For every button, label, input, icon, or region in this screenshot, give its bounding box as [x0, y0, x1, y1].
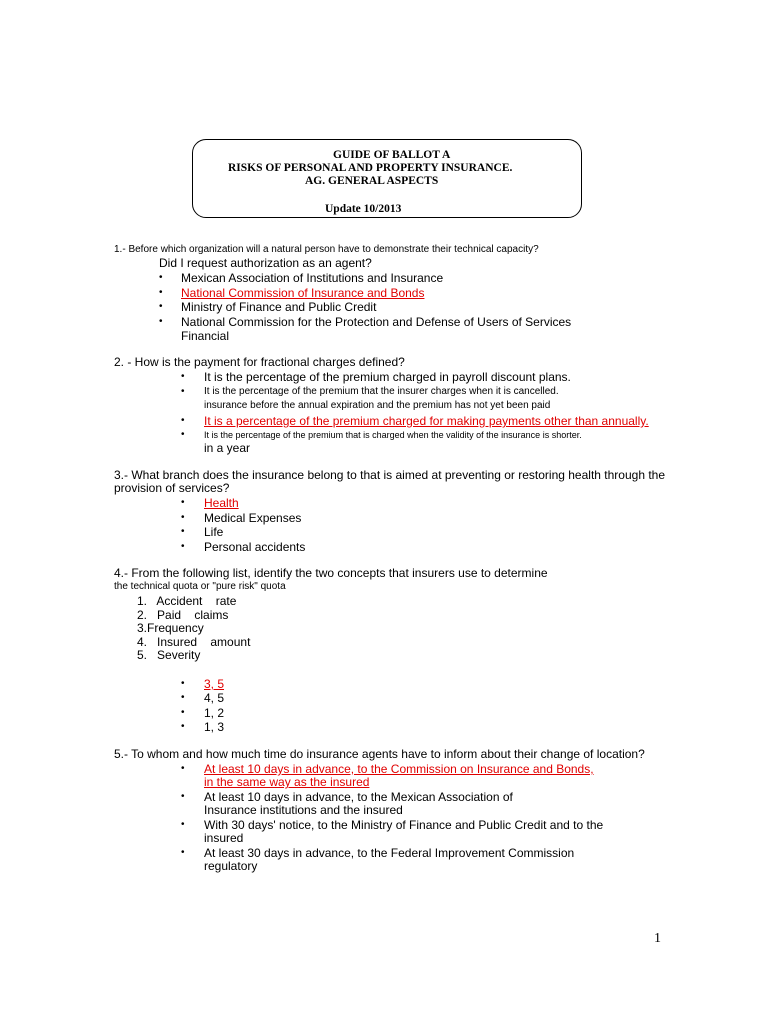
q5-option-1-correct: At least 10 days in advance, to the Commission on Insurance and Bonds, — [204, 762, 594, 776]
q4-question-cont: the technical quota or "pure risk" quota — [114, 581, 286, 592]
bullet-icon: • — [181, 415, 185, 426]
q5-option-3-cont: insured — [204, 831, 244, 845]
bullet-icon: • — [181, 526, 185, 537]
q5-option-2-cont: Insurance institutions and the insured — [204, 803, 403, 817]
bullet-icon: • — [159, 301, 163, 312]
q5-option-2: At least 10 days in advance, to the Mexican Association of — [204, 790, 513, 804]
bullet-icon: • — [159, 316, 163, 327]
q2-option-2-cont: insurance before the annual expiration and the premium has not yet been paid — [204, 400, 551, 411]
q2-option-1: It is the percentage of the premium charged in payroll discount plans. — [204, 370, 571, 384]
title-line-2: RISKS OF PERSONAL AND PROPERTY INSURANCE. — [228, 162, 513, 174]
q3-option-4: Personal accidents — [204, 540, 306, 554]
q3-option-1-correct: Health — [204, 496, 239, 510]
q1-option-3: Ministry of Finance and Public Credit — [181, 300, 377, 314]
bullet-icon: • — [181, 429, 185, 440]
bullet-icon: • — [181, 371, 185, 382]
bullet-icon: • — [181, 791, 185, 802]
q1-question-cont: Did I request authorization as an agent? — [159, 256, 372, 270]
q4-option-1-correct: 3, 5 — [204, 677, 225, 691]
q4-list-item-3: 3.Frequency — [137, 621, 204, 635]
bullet-icon: • — [181, 497, 185, 508]
q2-option-4: It is the percentage of the premium that is charged when the validity of the insurance is shorter. — [204, 430, 582, 440]
q3-option-2: Medical Expenses — [204, 511, 302, 525]
q4-list-item-2: 2. Paid claims — [137, 608, 229, 622]
bullet-icon: • — [181, 819, 185, 830]
bullet-icon: • — [159, 272, 163, 283]
q5-question: 5.- To whom and how much time do insurance agents have to inform about their change of location? — [114, 747, 645, 761]
q4-option-3: 1, 2 — [204, 706, 225, 720]
title-line-1: GUIDE OF BALLOT A — [333, 149, 451, 161]
bullet-icon: • — [181, 707, 185, 718]
bullet-icon: • — [181, 763, 185, 774]
q4-option-2: 4, 5 — [204, 691, 225, 705]
page-number: 1 — [654, 931, 661, 946]
q1-option-4: National Commission for the Protection and Defense of Users of Services — [181, 315, 572, 329]
bullet-icon: • — [181, 847, 185, 858]
bullet-icon: • — [181, 512, 185, 523]
bullet-icon: • — [181, 541, 185, 552]
q2-question: 2. - How is the payment for fractional charges defined? — [114, 355, 405, 369]
q2-option-3-correct: It is a percentage of the premium charged for making payments other than annually. — [204, 414, 649, 428]
q5-option-4: At least 30 days in advance, to the Federal Improvement Commission — [204, 846, 575, 860]
title-line-3: AG. GENERAL ASPECTS — [305, 175, 439, 187]
bullet-icon: • — [181, 386, 185, 397]
q3-question-cont: provision of services? — [114, 481, 230, 495]
q4-option-4: 1, 3 — [204, 720, 225, 734]
q1-option-2-correct: National Commission of Insurance and Bonds — [181, 286, 425, 300]
q2-option-2: It is the percentage of the premium that the insurer charges when it is cancelled. — [204, 386, 559, 397]
q1-question: 1.- Before which organization will a natural person have to demonstrate their technical capacity? — [114, 244, 539, 255]
bullet-icon: • — [181, 721, 185, 732]
bullet-icon: • — [181, 692, 185, 703]
q5-option-1-correct-cont: in the same way as the insured — [204, 775, 370, 789]
q4-list-item-4: 4. Insured amount — [137, 635, 251, 649]
q1-option-1: Mexican Association of Institutions and Insurance — [181, 271, 444, 285]
q3-question: 3.- What branch does the insurance belong to that is aimed at preventing or restoring health through the — [114, 468, 666, 482]
q5-option-3: With 30 days' notice, to the Ministry of Finance and Public Credit and to the — [204, 818, 604, 832]
q4-question: 4.- From the following list, identify the two concepts that insurers use to determine — [114, 566, 548, 580]
q3-option-3: Life — [204, 525, 224, 539]
q1-option-4-cont: Financial — [181, 329, 230, 343]
q4-list-item-1: 1. Accident rate — [137, 594, 237, 608]
bullet-icon: • — [159, 287, 163, 298]
update-date: Update 10/2013 — [325, 203, 402, 215]
q5-option-4-cont: regulatory — [204, 859, 258, 873]
q2-option-4-cont: in a year — [204, 441, 251, 455]
bullet-icon: • — [181, 678, 185, 689]
q4-list-item-5: 5. Severity — [137, 648, 201, 662]
